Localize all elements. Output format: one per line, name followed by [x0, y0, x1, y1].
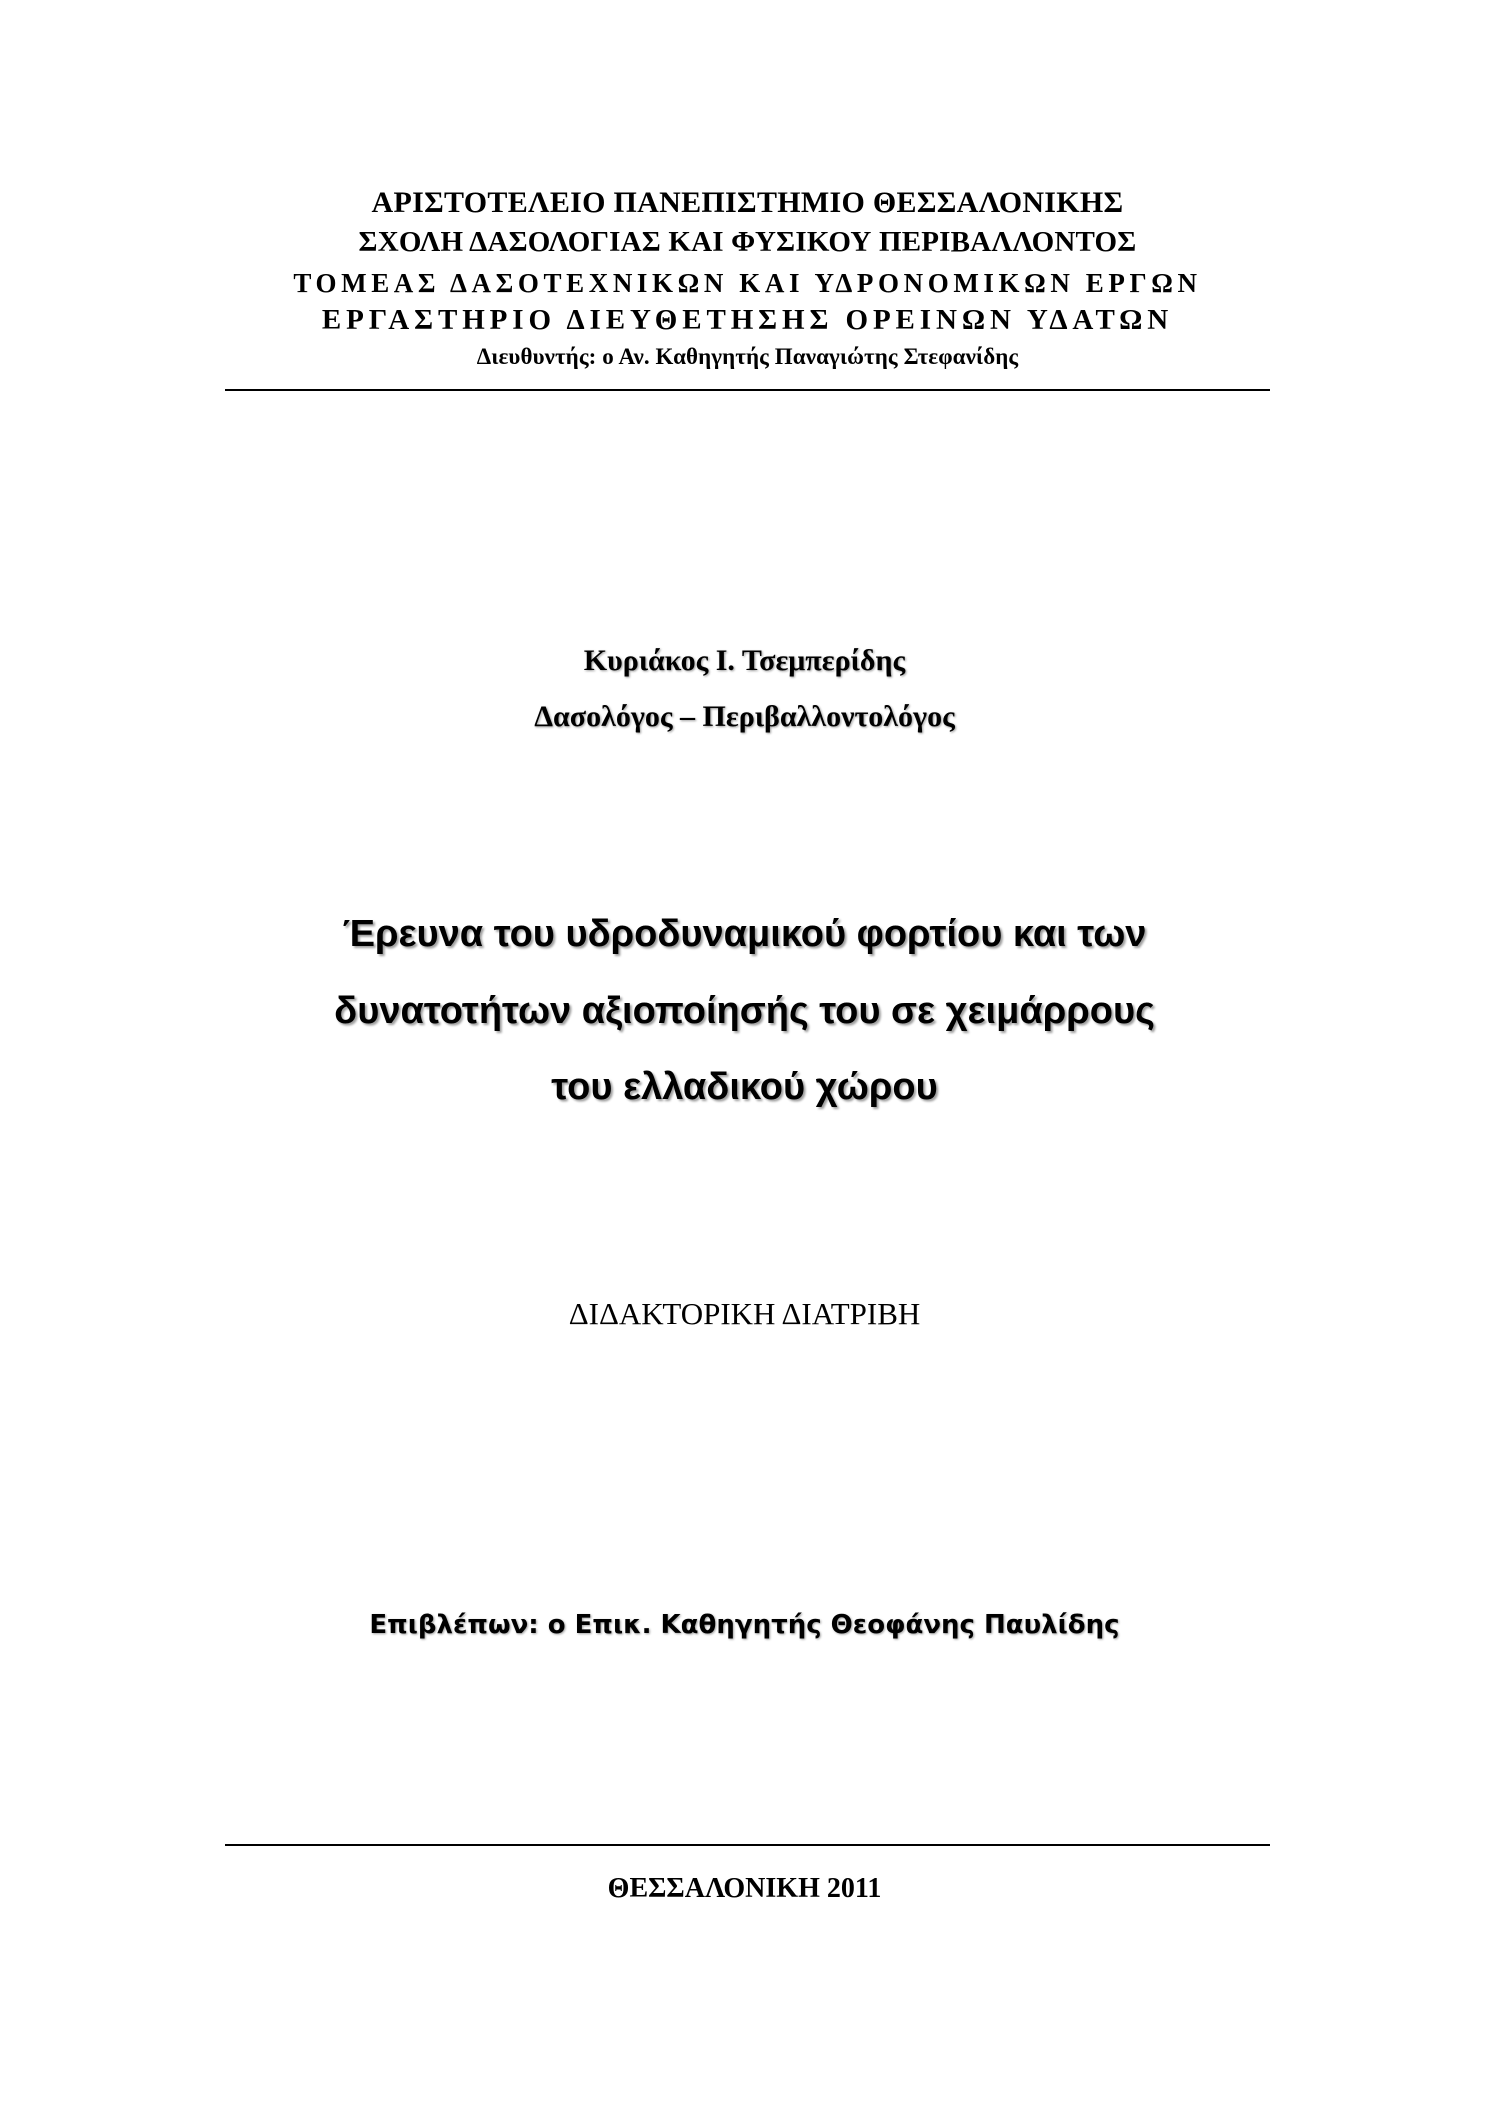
thesis-title-line-1: Έρευνα του υδροδυναμικού φορτίου και των: [342, 913, 1147, 955]
university-name: ΑΡΙΣΤΟΤΕΛΕΙΟ ΠΑΝΕΠΙΣΤΗΜΙΟ ΘΕΣΣΑΛΟΝΙΚΗΣ: [371, 186, 1124, 219]
document-type: ΔΙΔΑΚΤΟΡΙΚΗ ΔΙΑΤΡΙΒΗ: [568, 1296, 921, 1331]
thesis-title-line-2: δυνατοτήτων αξιοποίησής του σε χειμάρρους: [334, 990, 1155, 1032]
department-name: ΤΟΜΕΑΣ ΔΑΣΟΤΕΧΝΙΚΩΝ ΚΑΙ ΥΔΡΟΝΟΜΙΚΩΝ ΕΡΓΩΝ: [293, 268, 1202, 298]
header-divider: [225, 389, 1270, 391]
footer-divider: [225, 1844, 1270, 1846]
school-name: ΣΧΟΛΗ ΔΑΣΟΛΟΓΙΑΣ ΚΑΙ ΦΥΣΙΚΟΥ ΠΕΡΙΒΑΛΛΟΝΤΟΣ: [358, 226, 1137, 258]
thesis-title-line-3: του ελλαδικού χώρου: [551, 1066, 938, 1108]
place-and-year: ΘΕΣΣΑΛΟΝΙΚΗ 2011: [607, 1873, 882, 1904]
laboratory-director: Διευθυντής: ο Αν. Καθηγητής Παναγιώτης Στεφανίδης: [476, 344, 1019, 369]
author-name: Κυριάκος Ι. Τσεμπερίδης: [583, 644, 906, 677]
laboratory-name: ΕΡΓΑΣΤΗΡΙΟ ΔΙΕΥΘΕΤΗΣΗΣ ΟΡΕΙΝΩΝ ΥΔΑΤΩΝ: [321, 304, 1174, 336]
supervisor-line: Επιβλέπων: ο Επικ. Καθηγητής Θεοφάνης Παυλίδης: [369, 1610, 1120, 1640]
author-profession: Δασολόγος – Περιβαλλοντολόγος: [534, 700, 955, 733]
